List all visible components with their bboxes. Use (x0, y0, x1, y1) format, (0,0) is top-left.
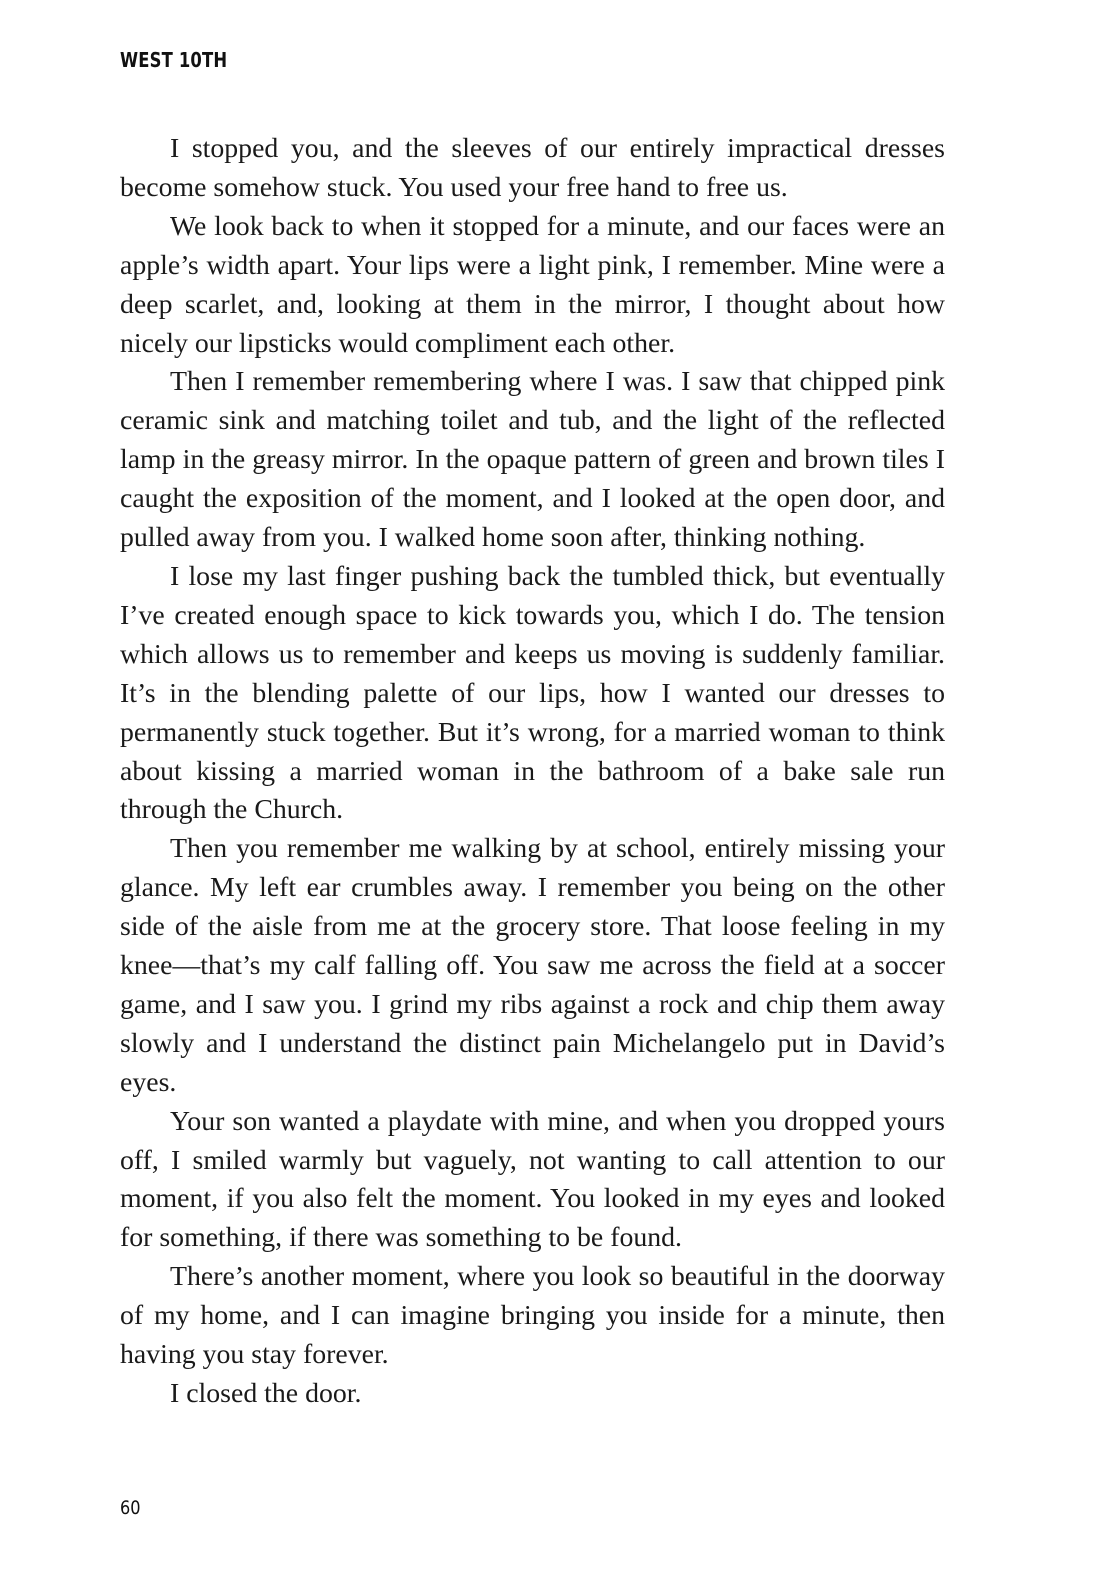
paragraph: There’s another moment, where you look so beautiful in the doorway of my home, and I can imagine bringing you inside for a minute, then having you stay forever. (120, 1261, 945, 1371)
paragraph: I lose my last finger pushing back the tumbled thick, but eventually I’ve created enough space to kick towards you, which I do. The tension which allows us to remember and keeps us moving is suddenly familiar. It’s in the blending palette of our lips, how I wanted our dresses to permanently stuck together. But it’s wrong, for a married woman to think about kissing a married woman in the bathroom of a bake sale run through the Church. (120, 560, 945, 826)
running-head: WEST 10TH (120, 48, 228, 72)
paragraph: We look back to when it stopped for a minute, and our faces were an apple’s width apart. Your lips were a light pink, I remember. Mine were a deep scarlet, and, looking at them in the mirror, I thought about how nicely our lipsticks would compliment each other. (120, 210, 945, 359)
body-text (120, 130, 945, 1414)
paragraph: Your son wanted a playdate with mine, and when you dropped yours off, I smiled warmly but vaguely, not wanting to call attention to our moment, if you also felt the moment. You looked in my eyes and looked for something, if there was something to be found. (120, 1105, 945, 1254)
paragraph: I stopped you, and the sleeves of our entirely impractical dresses become somehow stuck. You used your free hand to free us. (120, 133, 945, 203)
page-number: 60 (120, 1497, 141, 1519)
paragraph: Then you remember me walking by at school, entirely missing your glance. My left ear crumbles away. I remember you being on the other side of the aisle from me at the grocery store. That loose feeling in my knee—that’s my calf falling off. You saw me across the field at a soccer game, and I saw you. I grind my ribs against a rock and chip them away slowly and I understand the distinct pain Michelangelo put in David’s eyes. (120, 833, 945, 1098)
paragraph: I closed the door. (170, 1378, 362, 1409)
paragraph: Then I remember remembering where I was. I saw that chipped pink ceramic sink and matching toilet and tub, and the light of the reflected lamp in the greasy mirror. In the opaque pattern of green and brown tiles I caught the exposition of the moment, and I looked at the open door, and pulled away from you. I walked home soon after, thinking nothing. (120, 366, 945, 554)
